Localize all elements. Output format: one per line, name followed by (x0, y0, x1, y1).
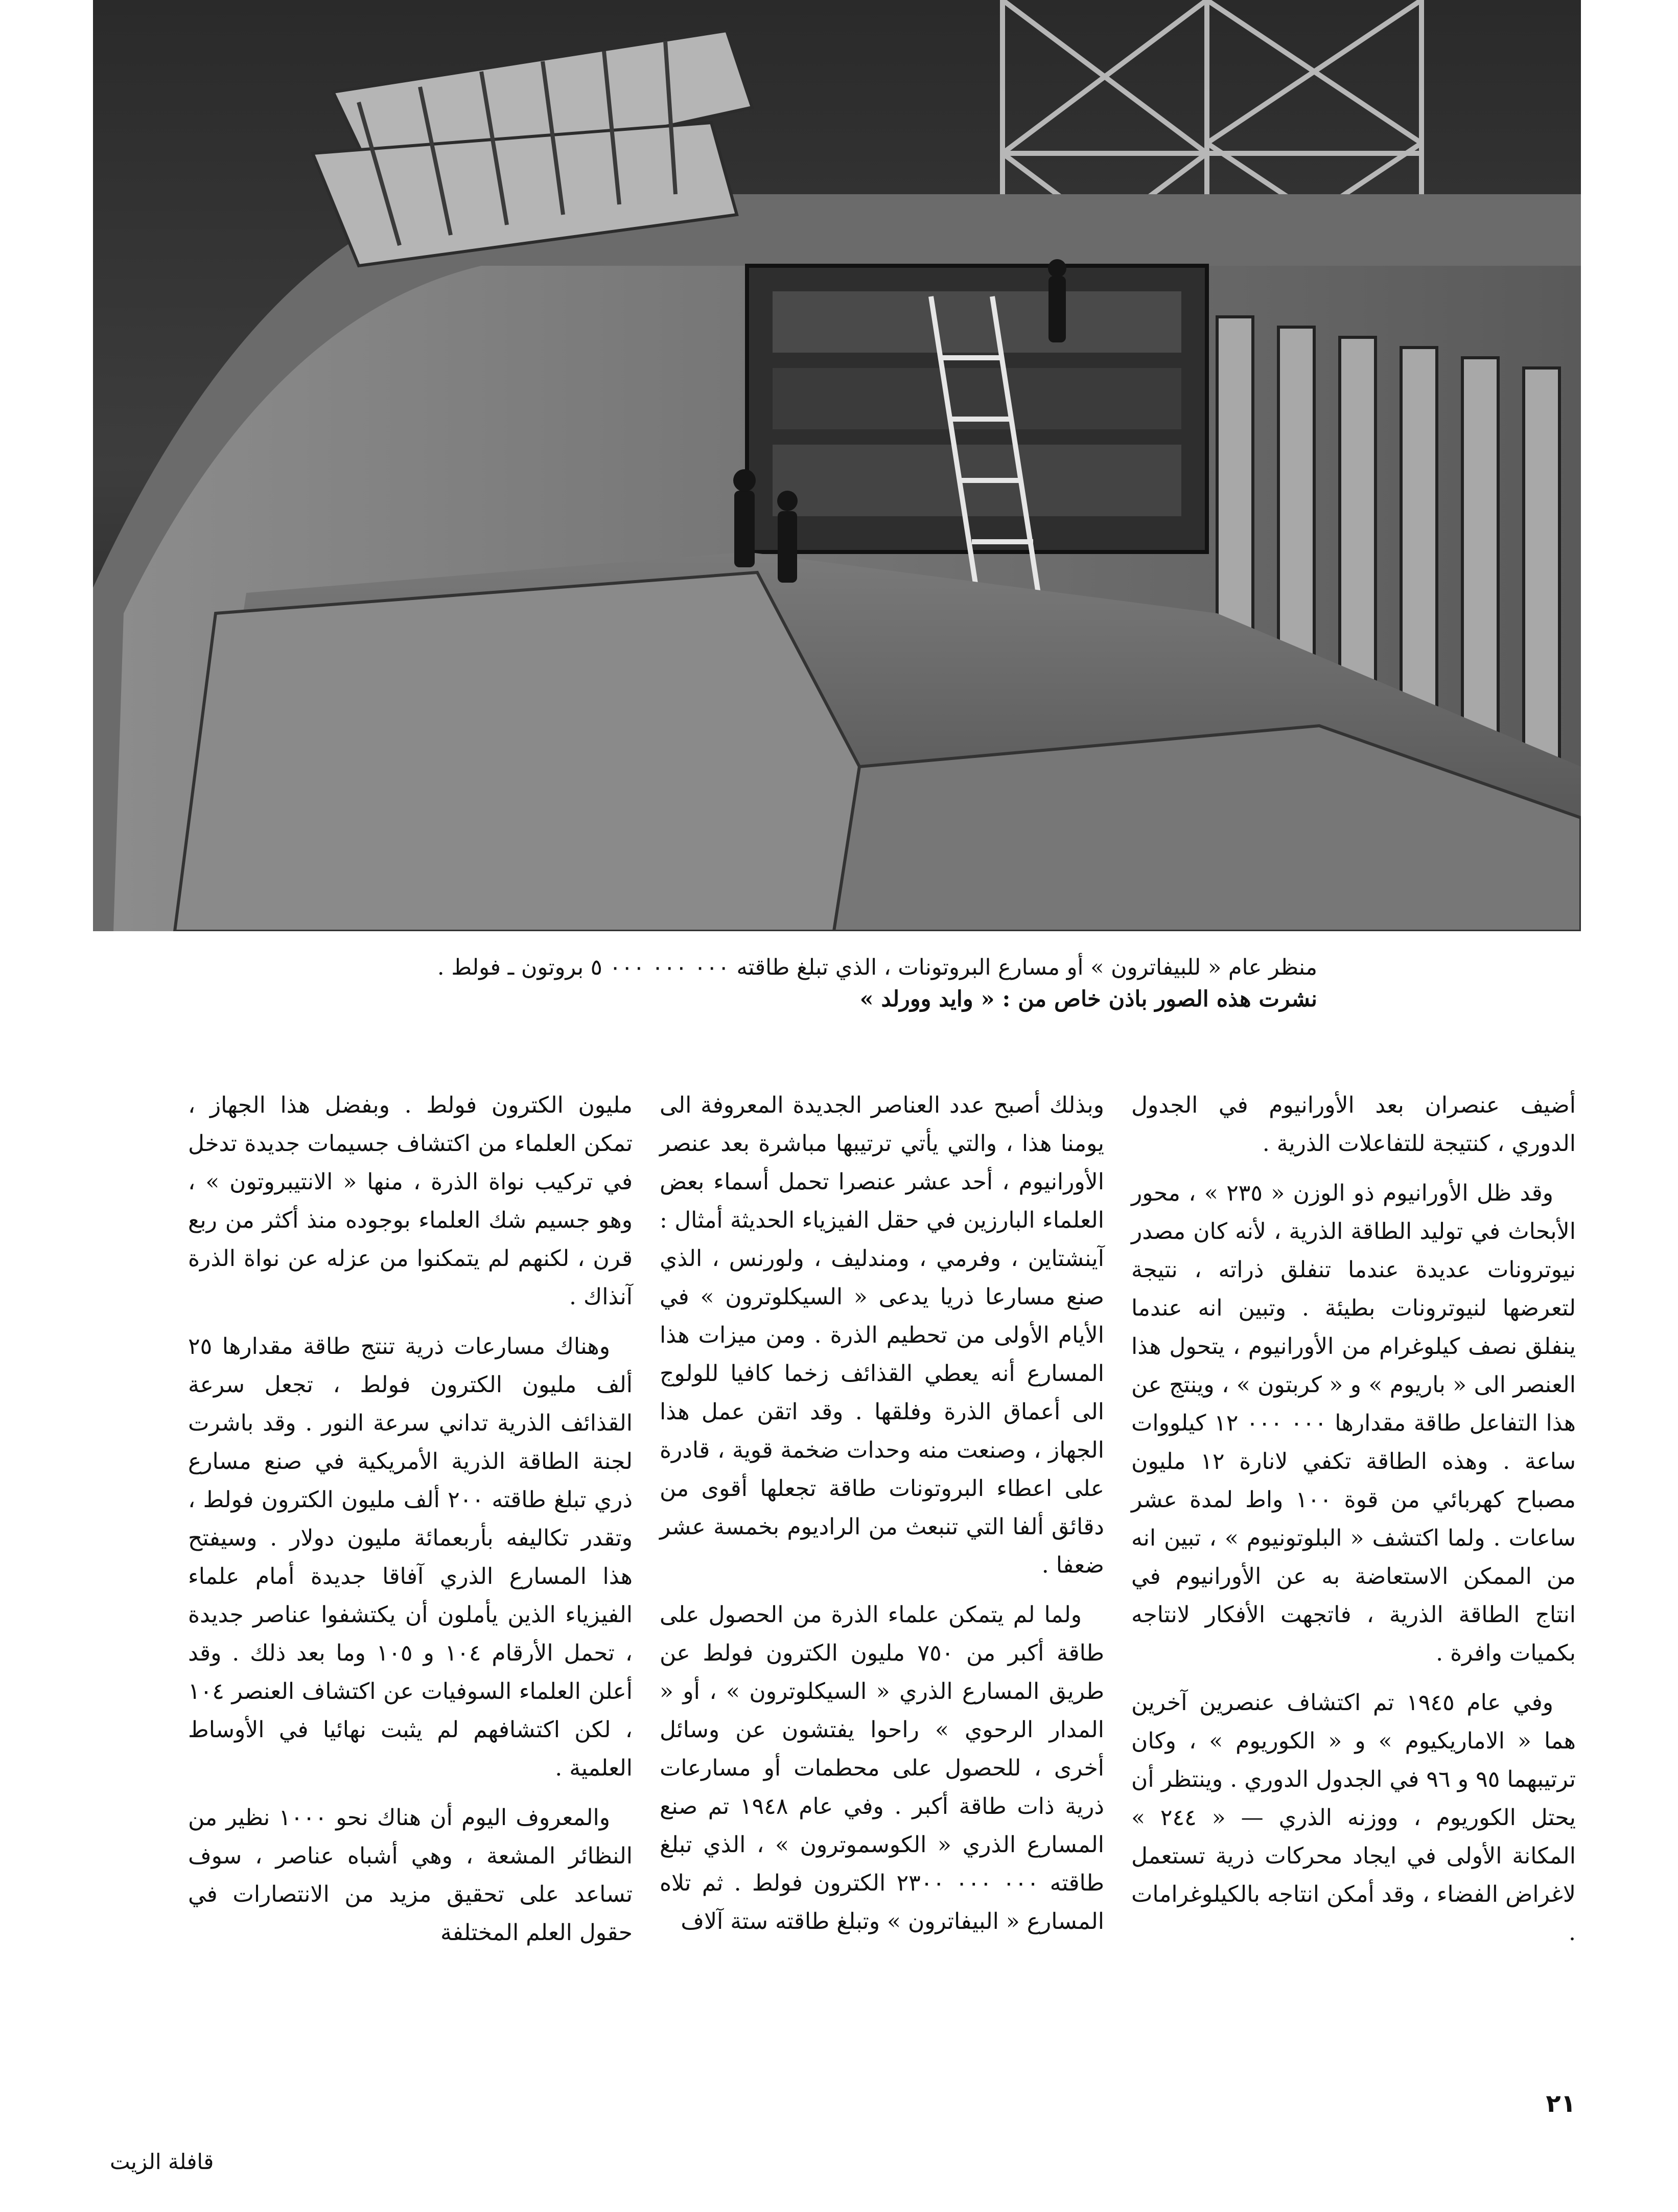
paragraph: وقد ظل الأورانيوم ذو الوزن « ٢٣٥ » ، محور الأبحاث في توليد الطاقة الذرية ، لأنه كان مصدر نيوترونات عديدة عندما تنفلق ذراته ، نتيجة لتعرضها لنيوترونات بطيئة . وتبين انه عندما ينفلق نصف كيلوغرام من الأورانيوم ، يتحول هذا العنصر الى « باريوم » و « كربتون » ، وينتج عن هذا التفاعل طاقة مقدارها ٠٠٠ ٠٠٠ ١٢ كيلووات ساعة . وهذه الطاقة تكفي لانارة ١٢ مليون مصباح كهربائي من قوة ١٠٠ واط لمدة عشر ساعات . ولما اكتشف « البلوتونيوم » ، تبين انه من الممكن الاستعاضة به عن الأورانيوم في انتاج الطاقة الذرية ، فاتجهت الأفكار لانتاجه بكميات وافرة . (1131, 1180, 1576, 1666)
page-number: ٢١ (1546, 2089, 1576, 2118)
text-column-1 (1131, 1086, 1576, 1963)
paragraph: وهناك مسارعات ذرية تنتج طاقة مقدارها ٢٥ ألف مليون الكترون فولط ، تجعل سرعة القذائف الذرية تداني سرعة النور . وقد باشرت لجنة الطاقة الذرية الأمريكية في صنع مسارع ذري تبلغ طاقته ٢٠٠ ألف مليون الكترون فولط ، وتقدر تكاليفه بأربعمائة مليون دولار . وسيفتح هذا المسارع الذري آفاقا جديدة أمام علماء الفيزياء الذين يأملون أن يكتشفوا عناصر جديدة ، تحمل الأرقام ١٠٤ و ١٠٥ وما بعد ذلك . وقد أعلن العلماء السوفيات عن اكتشاف العنصر ١٠٤ ، لكن اكتشافهم لم يثبت نهائيا في الأوساط العلمية . (188, 1333, 633, 1781)
photo-credit: نشرت هذه الصور باذن خاص من : « وايد وورلد » (859, 986, 1317, 1012)
paragraph: وبذلك أصبح عدد العناصر الجديدة المعروفة الى يومنا هذا ، والتي يأتي ترتيبها مباشرة بعد عنصر الأورانيوم ، أحد عشر عنصرا تحمل أسماء بعض العلماء البارزين في حقل الفيزياء الحديثة أمثال : آينشتاين ، وفرمي ، ومندليف ، ولورنس ، الذي صنع مسارعا ذريا يدعى « السيكلوترون » في الأيام الأولى من تحطيم الذرة . ومن ميزات هذا المسارع أنه يعطي القذائف زخما كافيا للولوج الى أعماق الذرة وفلقها . وقد اتقن عمل هذا الجهاز ، وصنعت منه وحدات ضخمة قوية ، قادرة على اعطاء البروتونات طاقة تجعلها أقوى من دقائق ألفا التي تنبعث من الراديوم بخمسة عشر ضعفا . (660, 1092, 1104, 1578)
article-photo (93, 0, 1581, 931)
photo-caption (81, 952, 1317, 1015)
text-column-3 (188, 1086, 633, 1963)
caption-text: منظر عام « للبيفاترون » أو مسارع البروتونات ، الذي تبلغ طاقته ٠٠٠ ٠٠٠ ٠٠٠ ٥ بروتون ـ فولط . (437, 955, 1317, 980)
paragraph: وفي عام ١٩٤٥ تم اكتشاف عنصرين آخرين هما « الاماريكيوم » و « الكوريوم » ، وكان ترتيبهما ٩٥ و ٩٦ في الجدول الدوري . وينتظر أن يحتل الكوريوم ، ووزنه الذري — « ٢٤٤ » المكانة الأولى في ايجاد محركات ذرية تستعمل لاغراض الفضاء ، وقد أمكن انتاجه بالكيلوغرامات . (1131, 1690, 1576, 1946)
paragraph: ولما لم يتمكن علماء الذرة من الحصول على طاقة أكبر من ٧٥٠ مليون الكترون فولط عن طريق المسارع الذري « السيكلوترون » ، أو « المدار الرحوي » راحوا يفتشون عن وسائل أخرى ، للحصول على محطمات أو مسارعات ذرية ذات طاقة أكبر . وفي عام ١٩٤٨ تم صنع المسارع الذري « الكوسموترون » ، الذي تبلغ طاقته ٠٠٠ ٠٠٠ ٢٣٠٠ الكترون فولط . ثم تلاه المسارع « البيفاترون » وتبلغ طاقته ستة آلاف (660, 1602, 1104, 1934)
paragraph: مليون الكترون فولط . وبفضل هذا الجهاز ، تمكن العلماء من اكتشاف جسيمات جديدة تدخل في تركيب نواة الذرة ، منها « الانتيبروتون » ، وهو جسيم شك العلماء بوجوده منذ أكثر من ربع قرن ، لكنهم لم يتمكنوا من عزله عن نواة الذرة آنذاك . (188, 1092, 633, 1310)
magazine-name: قافلة الزيت (110, 2149, 214, 2174)
text-column-2 (660, 1086, 1104, 1952)
bevatron-photo-illustration (93, 0, 1581, 931)
paragraph: أضيف عنصران بعد الأورانيوم في الجدول الدوري ، كنتيجة للتفاعلات الذرية . (1131, 1092, 1576, 1157)
paragraph: والمعروف اليوم أن هناك نحو ١٠٠٠ نظير من النظائر المشعة ، وهي أشباه عناصر ، سوف تساعد على تحقيق مزيد من الانتصارات في حقول العلم المختلفة (188, 1805, 633, 1946)
